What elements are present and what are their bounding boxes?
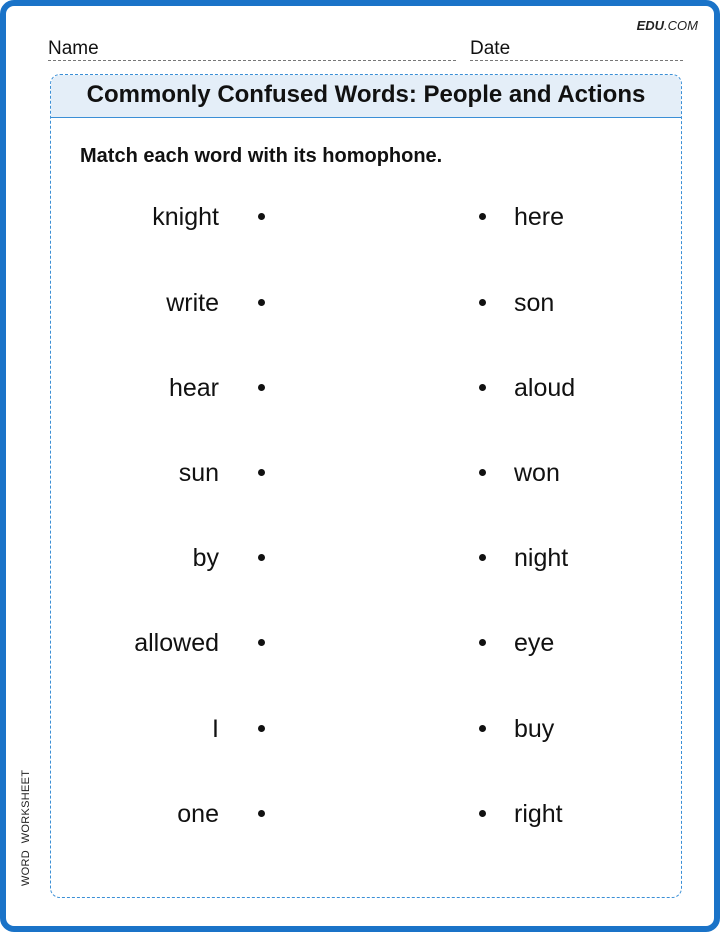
left-word: write (166, 289, 219, 317)
right-word: eye (514, 629, 555, 657)
left-word: by (192, 544, 219, 572)
left-match-dot[interactable] (258, 213, 265, 220)
left-match-dot[interactable] (258, 384, 265, 391)
right-word: son (514, 289, 555, 317)
right-match-dot[interactable] (479, 810, 486, 817)
right-match-dot[interactable] (479, 639, 486, 646)
match-row (51, 626, 681, 660)
worksheet-title: Commonly Confused Words: People and Actions (51, 75, 681, 118)
right-match-dot[interactable] (479, 554, 486, 561)
left-match-dot[interactable] (258, 810, 265, 817)
name-field[interactable]: Name (48, 38, 456, 61)
match-row (51, 200, 681, 234)
right-word: aloud (514, 374, 576, 402)
match-row (51, 286, 681, 320)
right-word: won (514, 459, 560, 487)
right-match-dot[interactable] (479, 469, 486, 476)
right-word: night (514, 544, 569, 572)
right-match-dot[interactable] (479, 384, 486, 391)
match-row (51, 371, 681, 405)
worksheet-card (50, 74, 682, 898)
right-match-dot[interactable] (479, 213, 486, 220)
left-match-dot[interactable] (258, 469, 265, 476)
right-match-dot[interactable] (479, 299, 486, 306)
right-word: buy (514, 715, 555, 743)
left-word: one (177, 800, 219, 828)
right-word: right (514, 800, 563, 828)
match-row (51, 541, 681, 575)
match-row (51, 712, 681, 746)
left-word: knight (152, 203, 219, 231)
left-match-dot[interactable] (258, 639, 265, 646)
left-word: allowed (134, 629, 219, 657)
left-match-dot[interactable] (258, 554, 265, 561)
match-row (51, 456, 681, 490)
left-word: hear (168, 374, 219, 402)
right-word: here (514, 203, 565, 231)
instructions-text: Match each word with its homophone. (80, 145, 443, 167)
right-match-dot[interactable] (479, 725, 486, 732)
left-word: sun (178, 459, 219, 487)
date-field[interactable]: Date (470, 38, 683, 61)
brand-logo: EDU.COM (636, 18, 698, 33)
side-label: WORD WORKSHEET (20, 769, 32, 886)
left-word: I (212, 715, 219, 743)
match-row (51, 797, 681, 831)
left-match-dot[interactable] (258, 299, 265, 306)
left-match-dot[interactable] (258, 725, 265, 732)
